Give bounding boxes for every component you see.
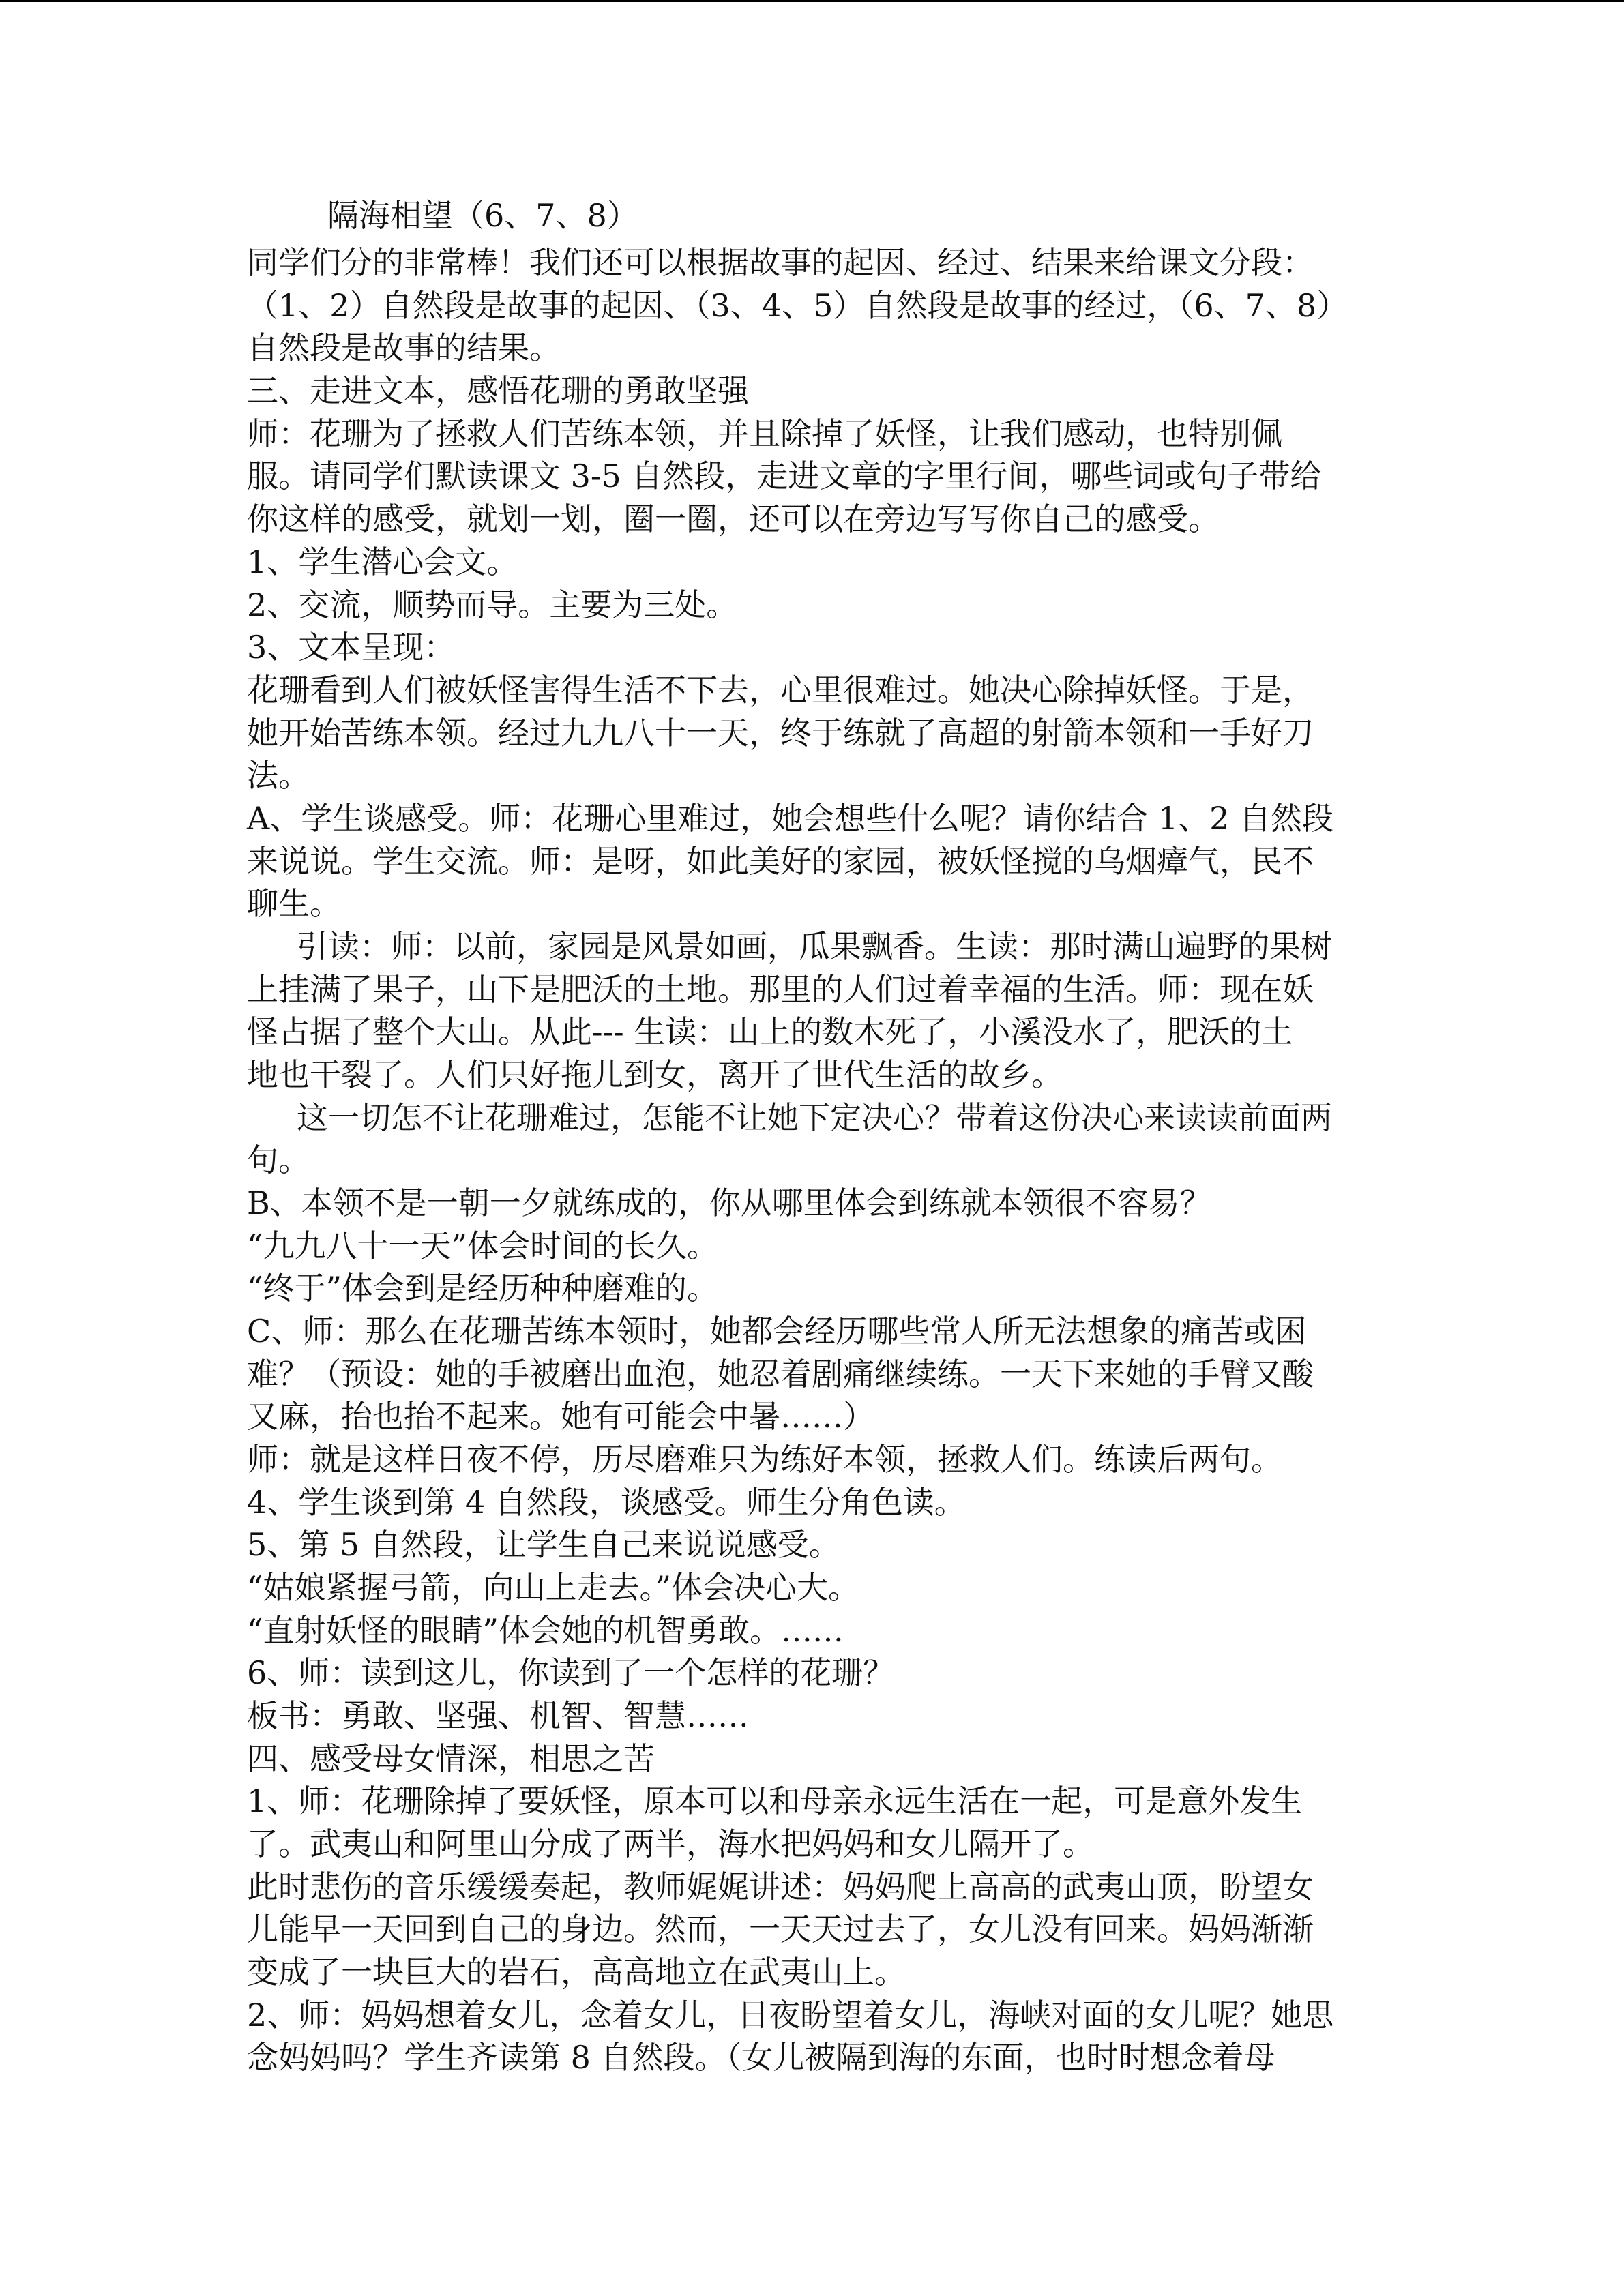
text-line: 2、师：妈妈想着女儿，念着女儿，日夜盼望着女儿，海峡对面的女儿呢？她思 — [247, 1997, 1334, 2033]
text-line: 3、文本呈现： — [247, 629, 456, 666]
text-line: B、本领不是一朝一夕就练成的，你从哪里体会到练就本领很不容易？ — [247, 1184, 1211, 1221]
text-line: 地也干裂了。人们只好拖儿到女，离开了世代生活的故乡。 — [247, 1056, 1063, 1093]
text-line: 1、师：花珊除掉了要妖怪，原本可以和母亲永远生活在一起，可是意外发生 — [247, 1783, 1303, 1819]
text-line: 这一切怎不让花珊难过，怎能不让她下定决心？带着这份决心来读读前面两 — [297, 1099, 1332, 1136]
text-line: 6、师：读到这儿，你读到了一个怎样的花珊？ — [247, 1654, 895, 1691]
section-heading: 四、感受母女情深，相思之苦 — [247, 1740, 655, 1777]
text-line: 4、学生谈到第 4 自然段，谈感受。师生分角色读。 — [247, 1484, 966, 1521]
text-line: 难？（预设：她的手被磨出血泡，她忍着剧痛继续练。一天下来她的手臂又酸 — [247, 1356, 1314, 1392]
text-line: “姑娘紧握弓箭，向山上走去。”体会决心大。 — [247, 1569, 860, 1606]
text-line: 师：花珊为了拯救人们苦练本领，并且除掉了妖怪，让我们感动，也特别佩 — [247, 415, 1282, 452]
text-line: 隔海相望（6、7、8） — [327, 197, 638, 234]
text-line: （1、2）自然段是故事的起因、（3、4、5）自然段是故事的经过，（6、7、8） — [247, 287, 1348, 324]
text-line: “九九八十一天”体会时间的长久。 — [247, 1227, 719, 1264]
text-line: 念妈妈吗？学生齐读第 8 自然段。（女儿被隔到海的东面，也时时想念着母 — [247, 2039, 1275, 2076]
text-line: C、师：那么在花珊苦练本领时，她都会经历哪些常人所无法想象的痛苦或困 — [247, 1313, 1307, 1350]
text-line: 5、第 5 自然段，让学生自己来说说感受。 — [247, 1526, 840, 1563]
text-line: “终于”体会到是经历种种磨难的。 — [247, 1270, 719, 1307]
text-line: 花珊看到人们被妖怪害得生活不下去，心里很难过。她决心除掉妖怪。于是， — [247, 672, 1314, 709]
text-line: 自然段是故事的结果。 — [247, 329, 561, 366]
text-line: 上挂满了果子，山下是肥沃的土地。那里的人们过着幸福的生活。师：现在妖 — [247, 971, 1314, 1008]
text-line: 了。武夷山和阿里山分成了两半，海水把妈妈和女儿隔开了。 — [247, 1825, 1094, 1862]
text-line: 服。请同学们默读课文 3-5 自然段，走进文章的字里行间，哪些词或句子带给 — [247, 458, 1322, 494]
text-line: 同学们分的非常棒！我们还可以根据故事的起因、经过、结果来给课文分段： — [247, 244, 1314, 281]
text-line: 怪占据了整个大山。从此--- 生读：山上的数木死了，小溪没水了，肥沃的土 — [247, 1013, 1293, 1050]
text-line: 又麻，抬也抬不起来。她有可能会中暑……） — [247, 1398, 874, 1435]
text-line: 师：就是这样日夜不停，历尽磨难只为练好本领，拯救人们。练读后两句。 — [247, 1441, 1282, 1478]
text-line: 来说说。学生交流。师：是呀，如此美好的家园，被妖怪搅的乌烟瘴气，民不 — [247, 843, 1314, 880]
text-line: 儿能早一天回到自己的身边。然而，一天天过去了，女儿没有回来。妈妈渐渐 — [247, 1911, 1314, 1948]
text-line: 聊生。 — [247, 885, 341, 922]
text-line: 1、学生潜心会文。 — [247, 543, 518, 580]
text-line: 引读：师：以前，家园是风景如画，瓜果飘香。生读：那时满山遍野的果树 — [297, 928, 1332, 965]
text-line: 变成了一块巨大的岩石，高高地立在武夷山上。 — [247, 1954, 906, 1991]
text-line: 此时悲伤的音乐缓缓奏起，教师娓娓讲述：妈妈爬上高高的武夷山顶，盼望女 — [247, 1868, 1314, 1905]
text-line: 她开始苦练本领。经过九九八十一天，终于练就了高超的射箭本领和一手好刀 — [247, 715, 1314, 751]
text-line: 句。 — [247, 1142, 310, 1178]
text-line: A、学生谈感受。师：花珊心里难过，她会想些什么呢？请你结合 1、2 自然段 — [247, 800, 1333, 837]
text-line: 你这样的感受，就划一划，圈一圈，还可以在旁边写写你自己的感受。 — [247, 501, 1220, 537]
text-line: 法。 — [247, 757, 310, 794]
text-line: “直射妖怪的眼睛”体会她的机智勇敢。…… — [247, 1612, 844, 1649]
section-heading: 三、走进文本，感悟花珊的勇敢坚强 — [247, 372, 749, 409]
text-line: 2、交流，顺势而导。主要为三处。 — [247, 586, 738, 623]
text-line: 板书：勇敢、坚强、机智、智慧…… — [247, 1697, 749, 1734]
